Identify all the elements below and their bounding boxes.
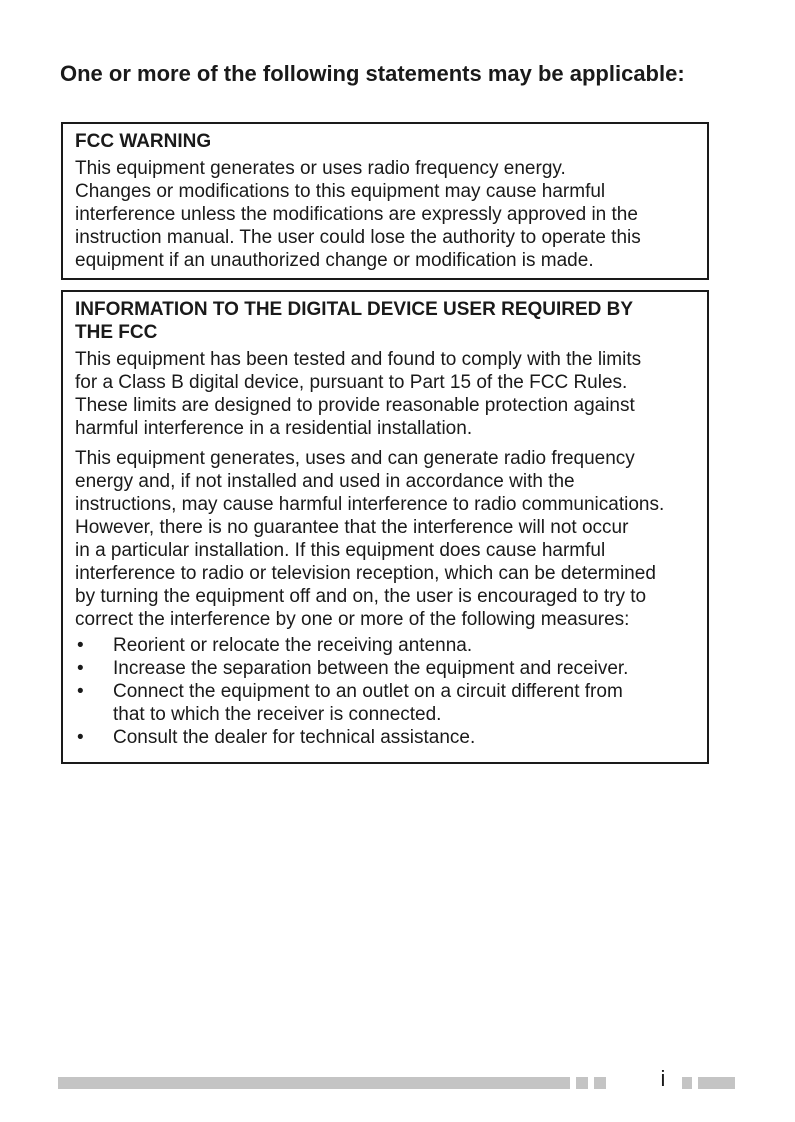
text-line: interference unless the modifications are expressly approved in the xyxy=(75,204,638,225)
footer-bar-long xyxy=(58,1077,570,1089)
measure-text: Connect the equipment to an outlet on a circuit different from xyxy=(113,681,623,702)
measure-text: Increase the separation between the equipment and receiver. xyxy=(113,658,629,679)
measure-item xyxy=(75,726,695,749)
measure-item xyxy=(75,634,695,657)
text-line: This equipment generates, uses and can generate radio frequency xyxy=(75,448,635,469)
fcc-warning-title: FCC WARNING xyxy=(75,131,212,152)
measures-list xyxy=(75,634,695,749)
measure-text: Reorient or relocate the receiving antenna. xyxy=(113,635,473,656)
text-line: equipment if an unauthorized change or modification is made. xyxy=(75,250,594,271)
bullet-icon: • xyxy=(77,681,84,702)
title-line: THE FCC xyxy=(75,322,158,343)
measure-text: Consult the dealer for technical assistance. xyxy=(113,727,476,748)
measure-text: that to which the receiver is connected. xyxy=(113,704,442,725)
text-line: Changes or modifications to this equipment may cause harmful xyxy=(75,181,606,202)
measure-item xyxy=(75,657,695,680)
text-line: instructions, may cause harmful interference to radio communications. xyxy=(75,494,665,515)
text-line: harmful interference in a residential installation. xyxy=(75,418,473,439)
text-line: interference to radio or television reception, which can be determined xyxy=(75,563,656,584)
text-line: However, there is no guarantee that the interference will not occur xyxy=(75,517,629,538)
interference-paragraph xyxy=(75,447,695,631)
text-line: in a particular installation. If this equipment does cause harmful xyxy=(75,540,606,561)
bullet-icon: • xyxy=(77,727,84,748)
footer-bar-block xyxy=(594,1077,606,1089)
footer-bar-block xyxy=(682,1077,692,1089)
text-line: This equipment generates or uses radio frequency energy. xyxy=(75,158,566,179)
digital-device-info-box xyxy=(61,290,709,764)
footer-bar-block xyxy=(576,1077,588,1089)
intro-heading: One or more of the following statements may be applicable: xyxy=(60,61,685,86)
text-line: by turning the equipment off and on, the user is encouraged to try to xyxy=(75,586,647,607)
page-number: i xyxy=(660,1066,666,1091)
text-line: for a Class B digital device, pursuant to Part 15 of the FCC Rules. xyxy=(75,372,628,393)
fcc-warning-box xyxy=(61,122,709,280)
measure-item xyxy=(75,680,695,726)
fcc-warning-text xyxy=(75,157,695,272)
footer-bar-end xyxy=(698,1077,735,1089)
text-line: energy and, if not installed and used in accordance with the xyxy=(75,471,575,492)
compliance-paragraph xyxy=(75,348,695,440)
title-line: INFORMATION TO THE DIGITAL DEVICE USER REQUIRED BY xyxy=(75,299,634,320)
text-line: This equipment has been tested and found to comply with the limits xyxy=(75,349,642,370)
bullet-icon: • xyxy=(77,658,84,679)
text-line: correct the interference by one or more of the following measures: xyxy=(75,609,630,630)
text-line: instruction manual. The user could lose the authority to operate this xyxy=(75,227,641,248)
bullet-icon: • xyxy=(77,635,84,656)
digital-device-info-title xyxy=(75,298,695,344)
text-line: These limits are designed to provide reasonable protection against xyxy=(75,395,635,416)
